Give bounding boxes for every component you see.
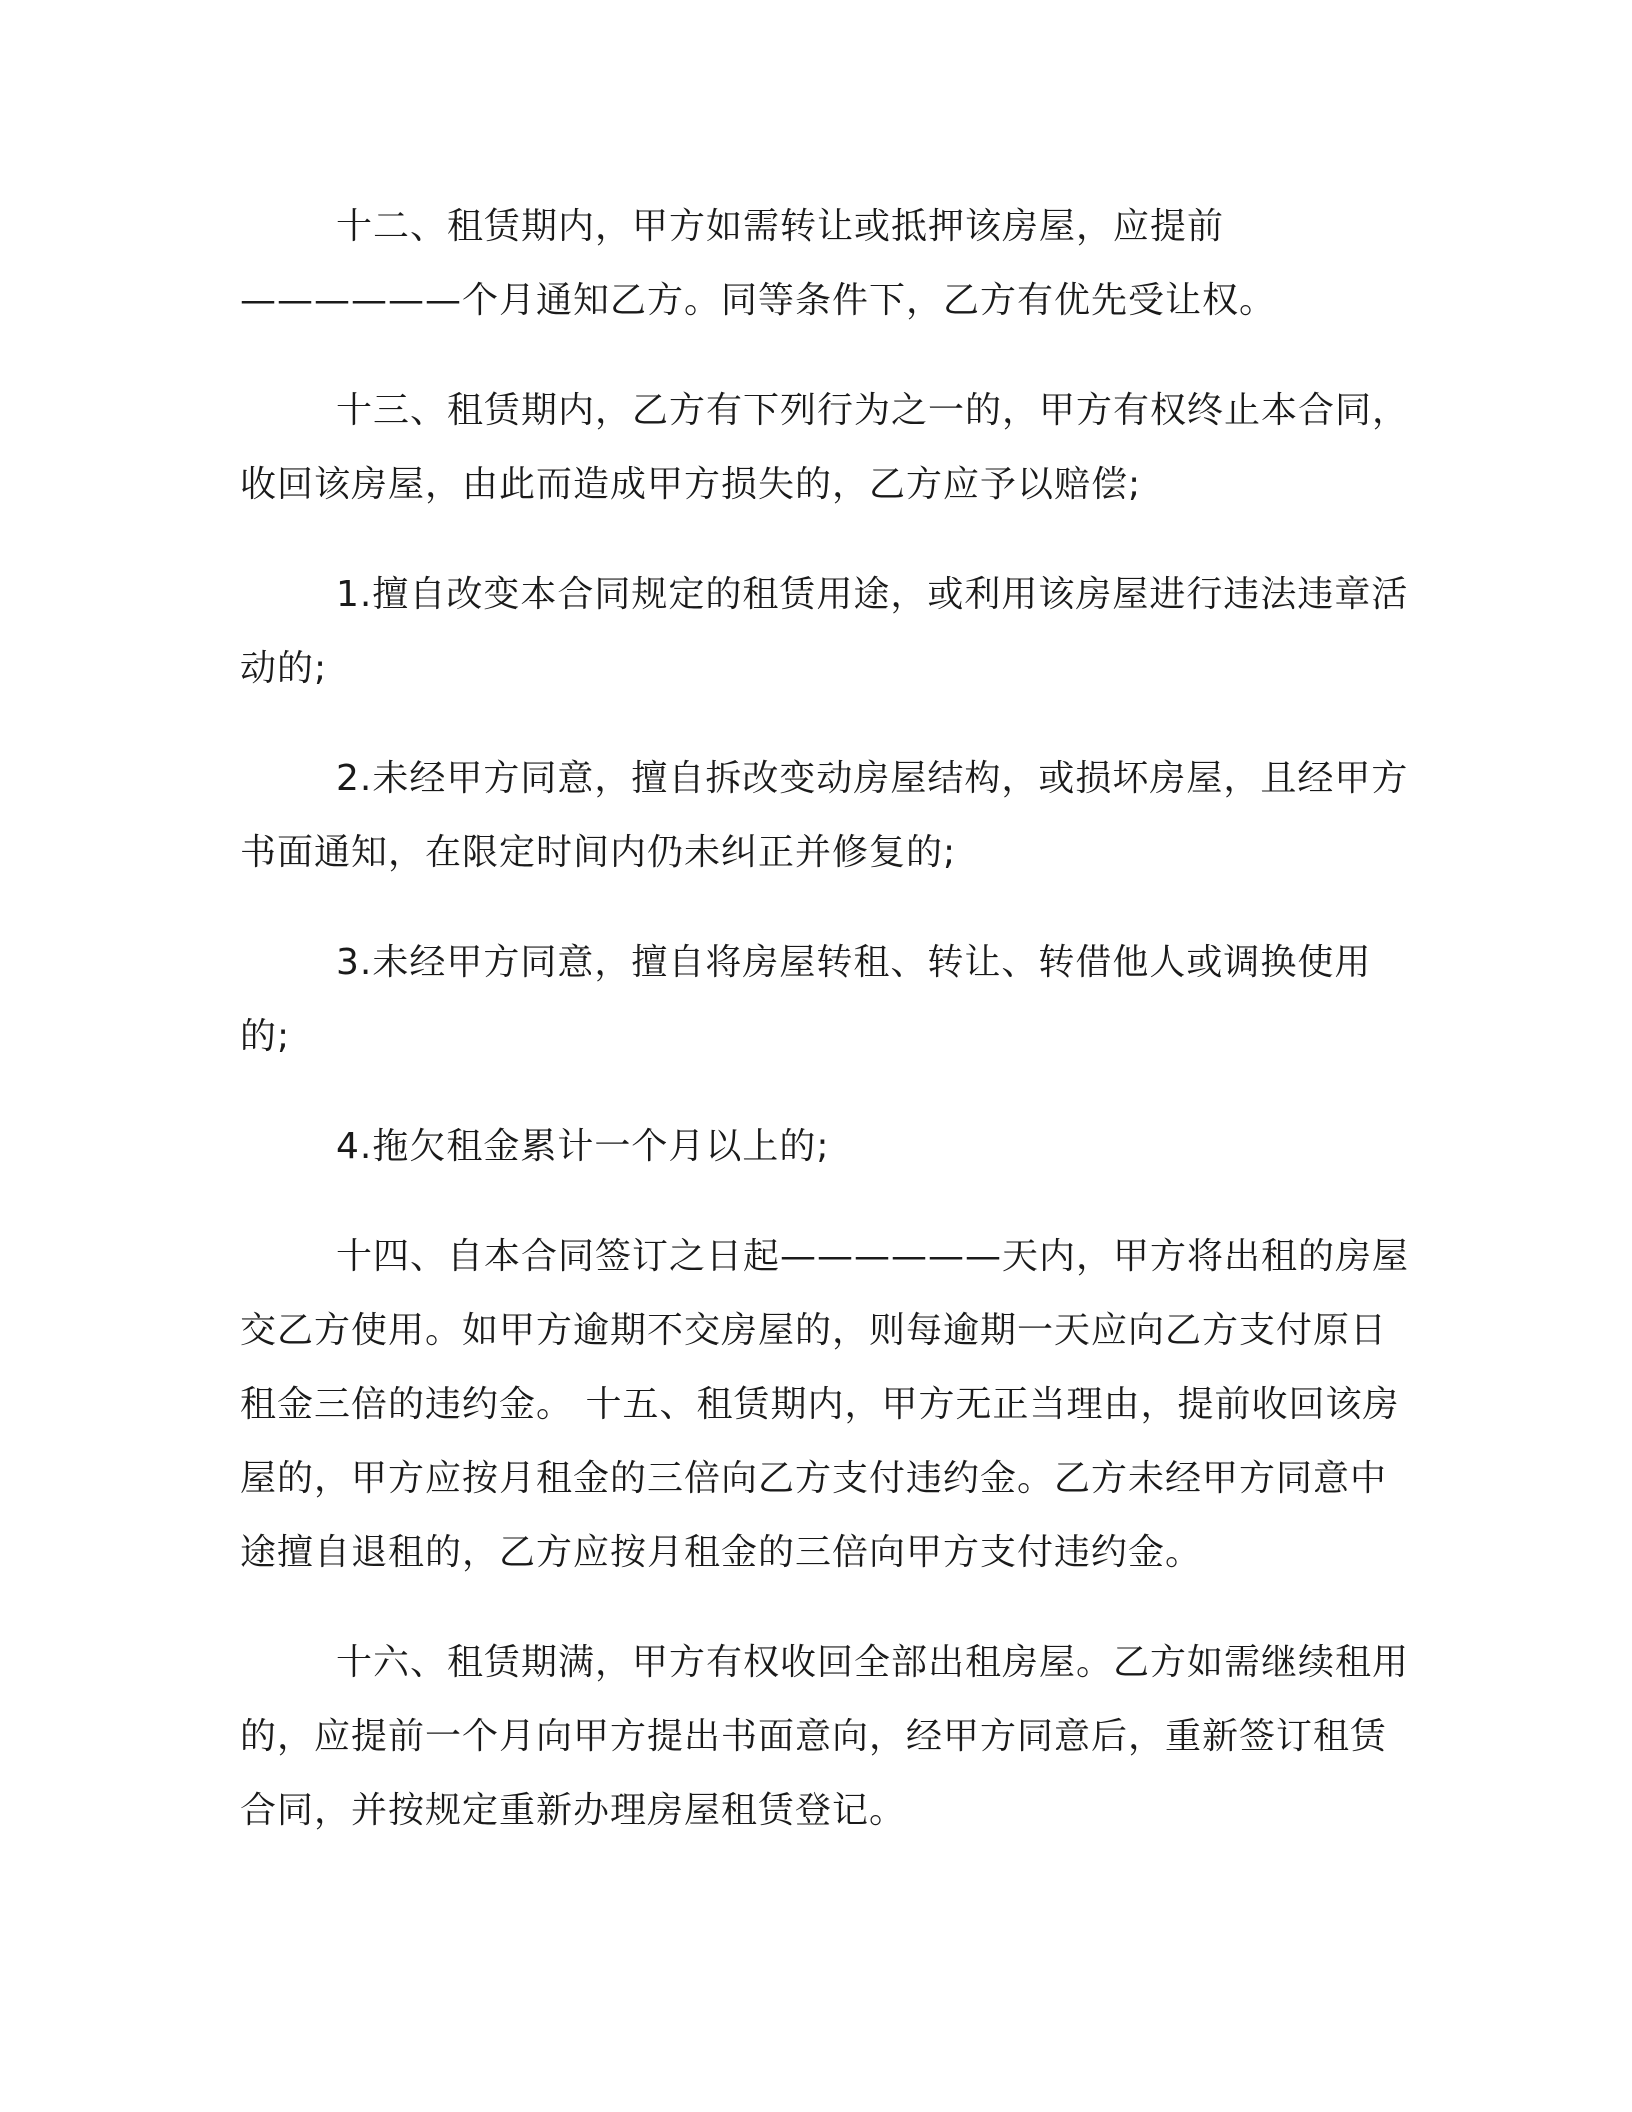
- clause-13: 十三、租赁期内，乙方有下列行为之一的，甲方有权终止本合同，收回该房屋，由此而造成甲方损失的，乙方应予以赔偿;: [240, 390, 1410, 505]
- clause-12: 十二、租赁期内，甲方如需转让或抵押该房屋，应提前——————个月通知乙方。同等条件下，乙方有优先受让权。: [240, 206, 1277, 321]
- clause-13-item-2: 2.未经甲方同意，擅自拆改变动房屋结构，或损坏房屋，且经甲方书面通知，在限定时间内仍未纠正并修复的;: [240, 758, 1409, 873]
- clause-14-15: 十四、自本合同签订之日起——————天内，甲方将出租的房屋交乙方使用。如甲方逾期不交房屋的，则每逾期一天应向乙方支付原日租金三倍的违约金。 十五、租赁期内，甲方无正当理由，提前收回该房屋的，甲方应按月租金的三倍向乙方支付违约金。乙方未经甲方同意中途擅自退租的，乙方应按月租金的三倍向甲方支付违约金。: [240, 1236, 1410, 1573]
- document-body: [240, 190, 1420, 1884]
- clause-13-item-4: 4.拖欠租金累计一个月以上的;: [336, 1126, 830, 1167]
- clause-13-item-1: 1.擅自改变本合同规定的租赁用途，或利用该房屋进行违法违章活动的;: [240, 574, 1409, 689]
- clause-16: 十六、租赁期满，甲方有权收回全部出租房屋。乙方如需继续租用的，应提前一个月向甲方提出书面意向，经甲方同意后，重新签订租赁合同，并按规定重新办理房屋租赁登记。: [240, 1642, 1410, 1831]
- clause-13-item-3: 3.未经甲方同意，擅自将房屋转租、转让、转借他人或调换使用的;: [240, 942, 1372, 1057]
